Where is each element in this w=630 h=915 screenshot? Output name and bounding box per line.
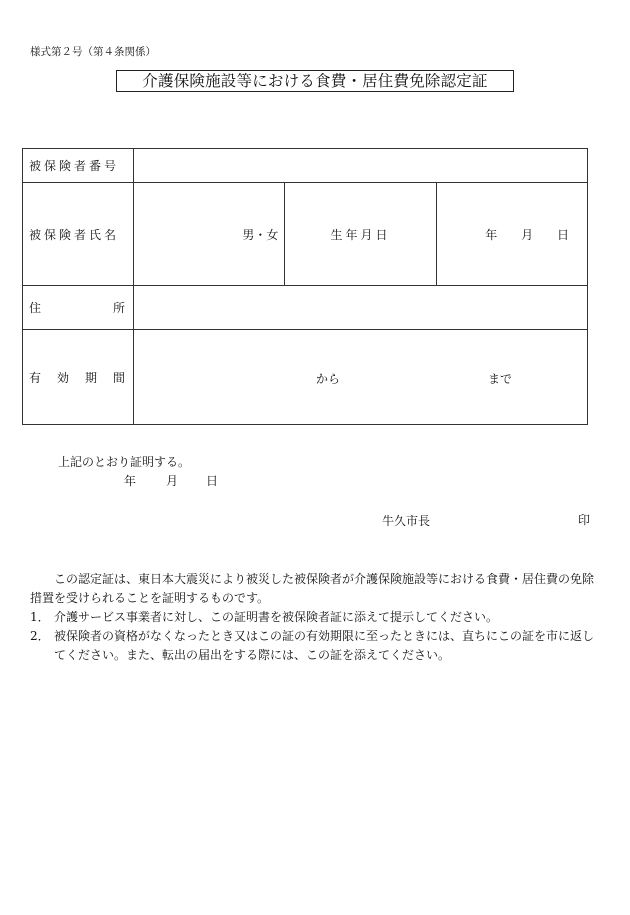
note-item-2	[30, 627, 602, 665]
period-field[interactable]	[134, 330, 588, 425]
insured-name-field[interactable]	[134, 183, 285, 286]
address-label-char-2: 所	[112, 301, 125, 315]
address-label-char-1: 住	[29, 301, 42, 315]
issuer-name: 牛久市長	[382, 514, 431, 528]
notes-intro: この認定証は、東日本大震災により被災した被保険者が介護保険施設等における食費・居住費の免除措置を受けられることを証明するものです。	[30, 572, 595, 605]
issue-date-month: 月	[166, 474, 179, 488]
row-validity-period	[23, 330, 588, 425]
insured-number-label: 被保険者番号	[23, 149, 134, 183]
address-label	[23, 286, 134, 330]
dob-year: 年	[485, 227, 498, 242]
period-from: から	[316, 372, 341, 386]
period-label-char-4: 間	[112, 370, 125, 385]
period-to: まで	[488, 372, 513, 386]
issue-date-day: 日	[206, 474, 219, 488]
seal-mark: 印	[578, 513, 591, 527]
insured-number-field[interactable]	[134, 149, 588, 183]
dob-day: 日	[556, 227, 569, 242]
page-title: 介護保険施設等における食費・居住費免除認定証	[116, 70, 514, 92]
dob-field[interactable]	[436, 183, 587, 286]
note-number: 1．	[30, 610, 50, 624]
period-label	[23, 330, 134, 425]
period-label-char-1: 有	[29, 370, 42, 385]
period-label-char-3: 期	[84, 370, 97, 385]
note-number: 2．	[30, 629, 50, 643]
certificate-table	[22, 148, 588, 425]
note-item-1	[30, 608, 602, 627]
address-field[interactable]	[134, 286, 588, 330]
insured-name-label: 被保険者氏名	[23, 183, 134, 286]
dob-label: 生年月日	[285, 183, 436, 286]
dob-month: 月	[521, 227, 534, 242]
gender-selector[interactable]: 男・女	[242, 227, 279, 242]
row-address	[23, 286, 588, 330]
note-text: 被保険者の資格がなくなったとき又はこの証の有効期限に至ったときには、直ちにこの証を市に返してください。また、転出の届出をする際には、この証を添えてください。	[54, 629, 595, 662]
notes-section	[30, 570, 602, 665]
certify-statement: 上記のとおり証明する。	[58, 455, 191, 469]
row-insured-number	[23, 149, 588, 183]
row-insured-name	[23, 183, 588, 286]
note-text: 介護サービス事業者に対し、この証明書を被保険者証に添えて提示してください。	[54, 610, 499, 624]
form-number: 様式第２号（第４条関係）	[30, 46, 156, 58]
issue-date-year: 年	[124, 474, 137, 488]
period-label-char-2: 効	[56, 370, 69, 385]
